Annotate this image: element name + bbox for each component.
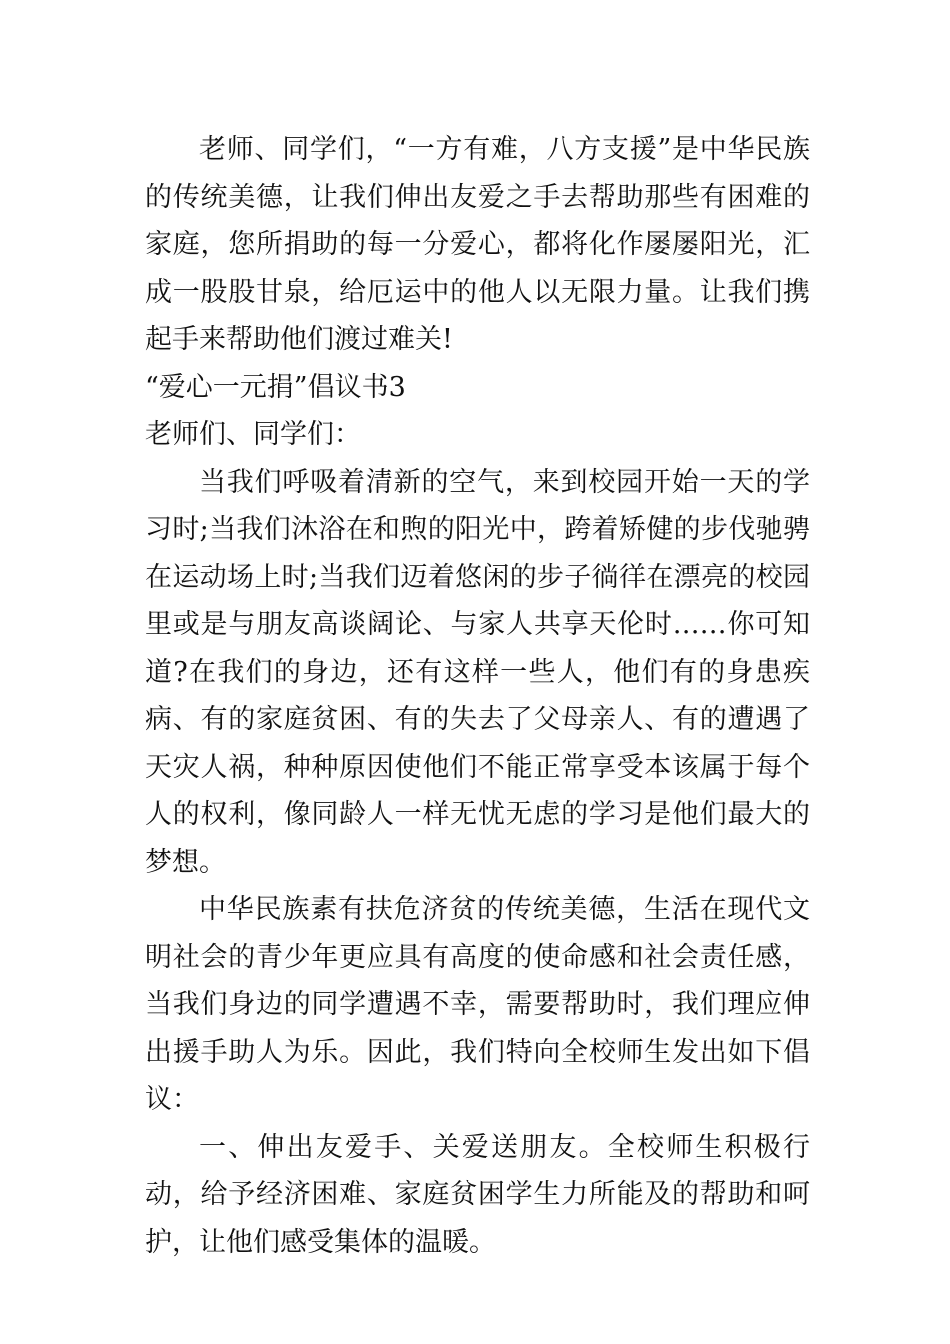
body-paragraph: 一、伸出友爱手、关爱送朋友。全校师生积极行动，给予经济困难、家庭贫困学生力所能及的帮助和呵护，让他们感受集体的温暖。 (145, 1131, 810, 1258)
body-paragraph: 老师、同学们，“一方有难，八方支援”是中华民族的传统美德，让我们伸出友爱之手去帮助那些有困难的家庭，您所捐助的每一分爱心，都将化作屡屡阳光，汇成一股股甘泉，给厄运中的他人以无限力量。让我们携起手来帮助他们渡过难关! (145, 134, 810, 355)
document-body (145, 126, 810, 1266)
body-paragraph: 中华民族素有扶危济贫的传统美德，生活在现代文明社会的青少年更应具有高度的使命感和社会责任感，当我们身边的同学遭遇不幸，需要帮助时，我们理应伸出援手助人为乐。因此，我们特向全校师生发出如下倡议： (145, 894, 810, 1115)
section-heading: “爱心一元捐”倡议书3 (145, 371, 406, 403)
body-paragraph: 当我们呼吸着清新的空气，来到校园开始一天的学习时;当我们沐浴在和煦的阳光中，跨着矫健的步伐驰骋在运动场上时;当我们迈着悠闲的步子徜徉在漂亮的校园里或是与朋友高谈阔论、与家人共享天伦时……你可知道?在我们的身边，还有这样一些人，他们有的身患疾病、有的家庭贫困、有的失去了父母亲人、有的遭遇了天灾人祸，种种原因使他们不能正常享受本该属于每个人的权利，像同龄人一样无忧无虑的学习是他们最大的梦想。 (145, 466, 810, 878)
salutation: 老师们、同学们： (145, 419, 361, 450)
